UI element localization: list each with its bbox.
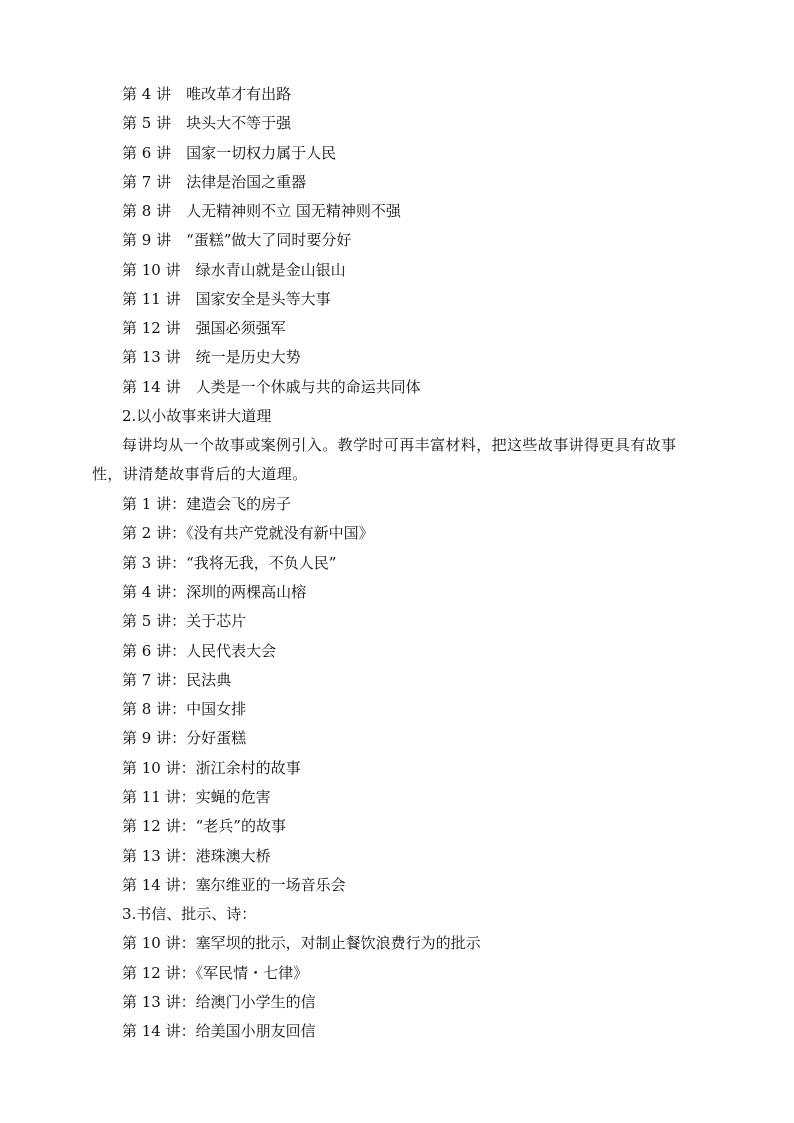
story-item-13: 第 13 讲：港珠澳大桥 (122, 847, 271, 865)
story-item-12: 第 12 讲：“老兵”的故事 (122, 817, 286, 835)
section-heading-stories: 2.以小故事来讲大道理 (122, 407, 272, 425)
lecture-title-7: 第 7 讲 法律是治国之重器 (122, 173, 307, 191)
lecture-title-8: 第 8 讲 人无精神则不立 国无精神则不强 (122, 202, 401, 220)
lecture-title-11: 第 11 讲 国家安全是头等大事 (122, 290, 331, 308)
lecture-title-13: 第 13 讲 统一是历史大势 (122, 348, 301, 366)
letter-item-14: 第 14 讲：给美国小朋友回信 (122, 1022, 316, 1040)
story-item-2: 第 2 讲：《没有共产党就没有新中国》 (122, 524, 374, 542)
story-item-7: 第 7 讲：民法典 (122, 671, 232, 689)
story-item-4: 第 4 讲：深圳的两棵高山榕 (122, 583, 307, 601)
section-heading-letters: 3.书信、批示、诗： (122, 905, 257, 923)
section-intro-paragraph: 每讲均从一个故事或案例引入。教学时可再丰富材料，把这些故事讲得更具有故事性，讲清楚故事背后的大道理。 (92, 436, 677, 483)
story-item-14: 第 14 讲：塞尔维亚的一场音乐会 (122, 876, 346, 894)
story-item-9: 第 9 讲：分好蛋糕 (122, 729, 247, 747)
story-item-5: 第 5 讲：关于芯片 (122, 612, 247, 630)
lecture-title-12: 第 12 讲 强国必须强军 (122, 319, 286, 337)
lecture-title-9: 第 9 讲 “蛋糕”做大了同时要分好 (122, 231, 352, 249)
lecture-title-5: 第 5 讲 块头大不等于强 (122, 114, 292, 132)
lecture-title-14: 第 14 讲 人类是一个休戚与共的命运共同体 (122, 378, 421, 396)
lecture-title-4: 第 4 讲 唯改革才有出路 (122, 85, 292, 103)
story-item-3: 第 3 讲：“我将无我，不负人民” (122, 554, 337, 572)
letter-item-13: 第 13 讲：给澳门小学生的信 (122, 993, 316, 1011)
lecture-title-10: 第 10 讲 绿水青山就是金山银山 (122, 261, 346, 279)
story-item-10: 第 10 讲：浙江余村的故事 (122, 759, 301, 777)
story-item-6: 第 6 讲：人民代表大会 (122, 642, 277, 660)
letter-item-10: 第 10 讲：塞罕坝的批示，对制止餐饮浪费行为的批示 (122, 934, 481, 952)
letter-item-12: 第 12 讲：《军民情・七律》 (122, 964, 309, 982)
story-item-11: 第 11 讲：实蝇的危害 (122, 788, 271, 806)
lecture-title-6: 第 6 讲 国家一切权力属于人民 (122, 144, 337, 162)
story-item-8: 第 8 讲：中国女排 (122, 700, 247, 718)
story-item-1: 第 1 讲：建造会飞的房子 (122, 495, 292, 513)
